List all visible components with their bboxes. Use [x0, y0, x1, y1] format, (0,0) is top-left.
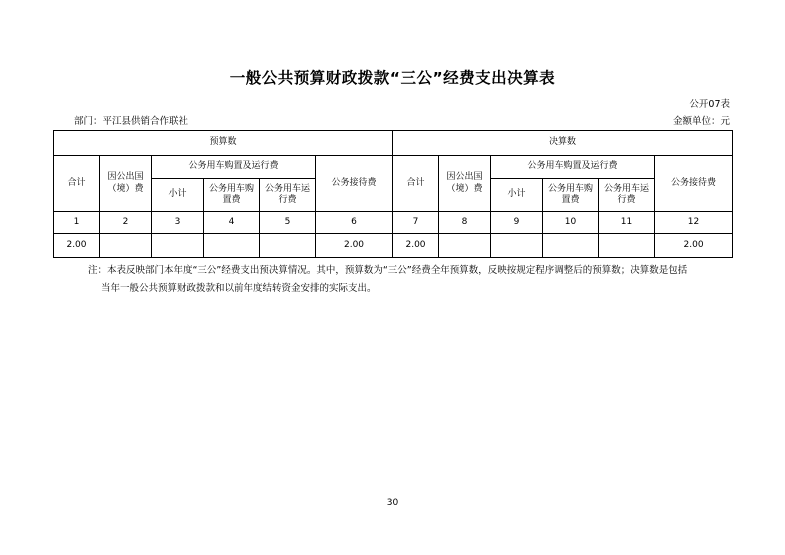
- column-number: 4: [204, 212, 260, 234]
- note-line-1: 注：本表反映部门本年度“三公”经费支出预决算情况。其中，预算数为“三公”经费全年预算数，反映按规定程序调整后的预算数；决算数是包括: [88, 265, 688, 276]
- col-header-budget-abroad: 因公出国（境）费: [100, 156, 152, 212]
- table-row-values: [54, 234, 733, 258]
- column-number: 1: [54, 212, 100, 234]
- data-cell: [204, 234, 260, 258]
- column-number: 3: [152, 212, 204, 234]
- col-header-budget-vehicle-purchase: 公务用车购置费: [204, 179, 260, 212]
- col-header-final-vehicle-operation: 公务用车运行费: [599, 179, 655, 212]
- column-number: 9: [491, 212, 543, 234]
- note-line-2: 当年一般公共预算财政拨款和以前年度结转资金安排的实际支出。: [101, 282, 377, 294]
- col-header-budget-vehicle-operation: 公务用车运行费: [260, 179, 316, 212]
- column-number: 6: [316, 212, 393, 234]
- col-header-budget-reception: 公务接待费: [316, 156, 393, 212]
- data-cell: [152, 234, 204, 258]
- column-number: 5: [260, 212, 316, 234]
- form-code-label: 公开07表: [689, 99, 730, 110]
- column-number: 2: [100, 212, 152, 234]
- column-number: 7: [393, 212, 439, 234]
- col-header-budget-vehicle-subtotal: 小计: [152, 179, 204, 212]
- table-row-column-header: [54, 156, 733, 179]
- group-header-budget: 预算数: [54, 131, 393, 156]
- group-header-final: 决算数: [393, 131, 733, 156]
- subgroup-header-budget-vehicle: 公务用车购置及运行费: [152, 156, 316, 179]
- subgroup-header-final-vehicle: 公务用车购置及运行费: [491, 156, 655, 179]
- col-header-final-reception: 公务接待费: [655, 156, 733, 212]
- data-cell: [100, 234, 152, 258]
- department-label: 部门：平江县供销合作联社: [74, 116, 189, 127]
- page-number: 30: [386, 498, 399, 508]
- data-cell: 2.00: [54, 234, 100, 258]
- column-number: 11: [599, 212, 655, 234]
- col-header-budget-total: 合计: [54, 156, 100, 212]
- column-number: 10: [543, 212, 599, 234]
- data-cell: [260, 234, 316, 258]
- data-cell: [599, 234, 655, 258]
- table-notes: [88, 262, 728, 297]
- data-cell: [543, 234, 599, 258]
- page-title: 一般公共预算财政拨款“三公”经费支出决算表: [229, 69, 556, 87]
- column-number: 12: [655, 212, 733, 234]
- col-header-final-vehicle-subtotal: 小计: [491, 179, 543, 212]
- table-row-group-header: [54, 131, 733, 156]
- amount-unit-label: 金额单位：元: [672, 116, 730, 127]
- col-header-final-total: 合计: [393, 156, 439, 212]
- col-header-final-abroad: 因公出国（境）费: [439, 156, 491, 212]
- table-row-column-numbers: [54, 212, 733, 234]
- data-cell: [491, 234, 543, 258]
- data-cell: 2.00: [316, 234, 393, 258]
- column-number: 8: [439, 212, 491, 234]
- data-cell: 2.00: [655, 234, 733, 258]
- expenditure-table: [53, 130, 733, 258]
- data-cell: [439, 234, 491, 258]
- col-header-final-vehicle-purchase: 公务用车购置费: [543, 179, 599, 212]
- data-cell: 2.00: [393, 234, 439, 258]
